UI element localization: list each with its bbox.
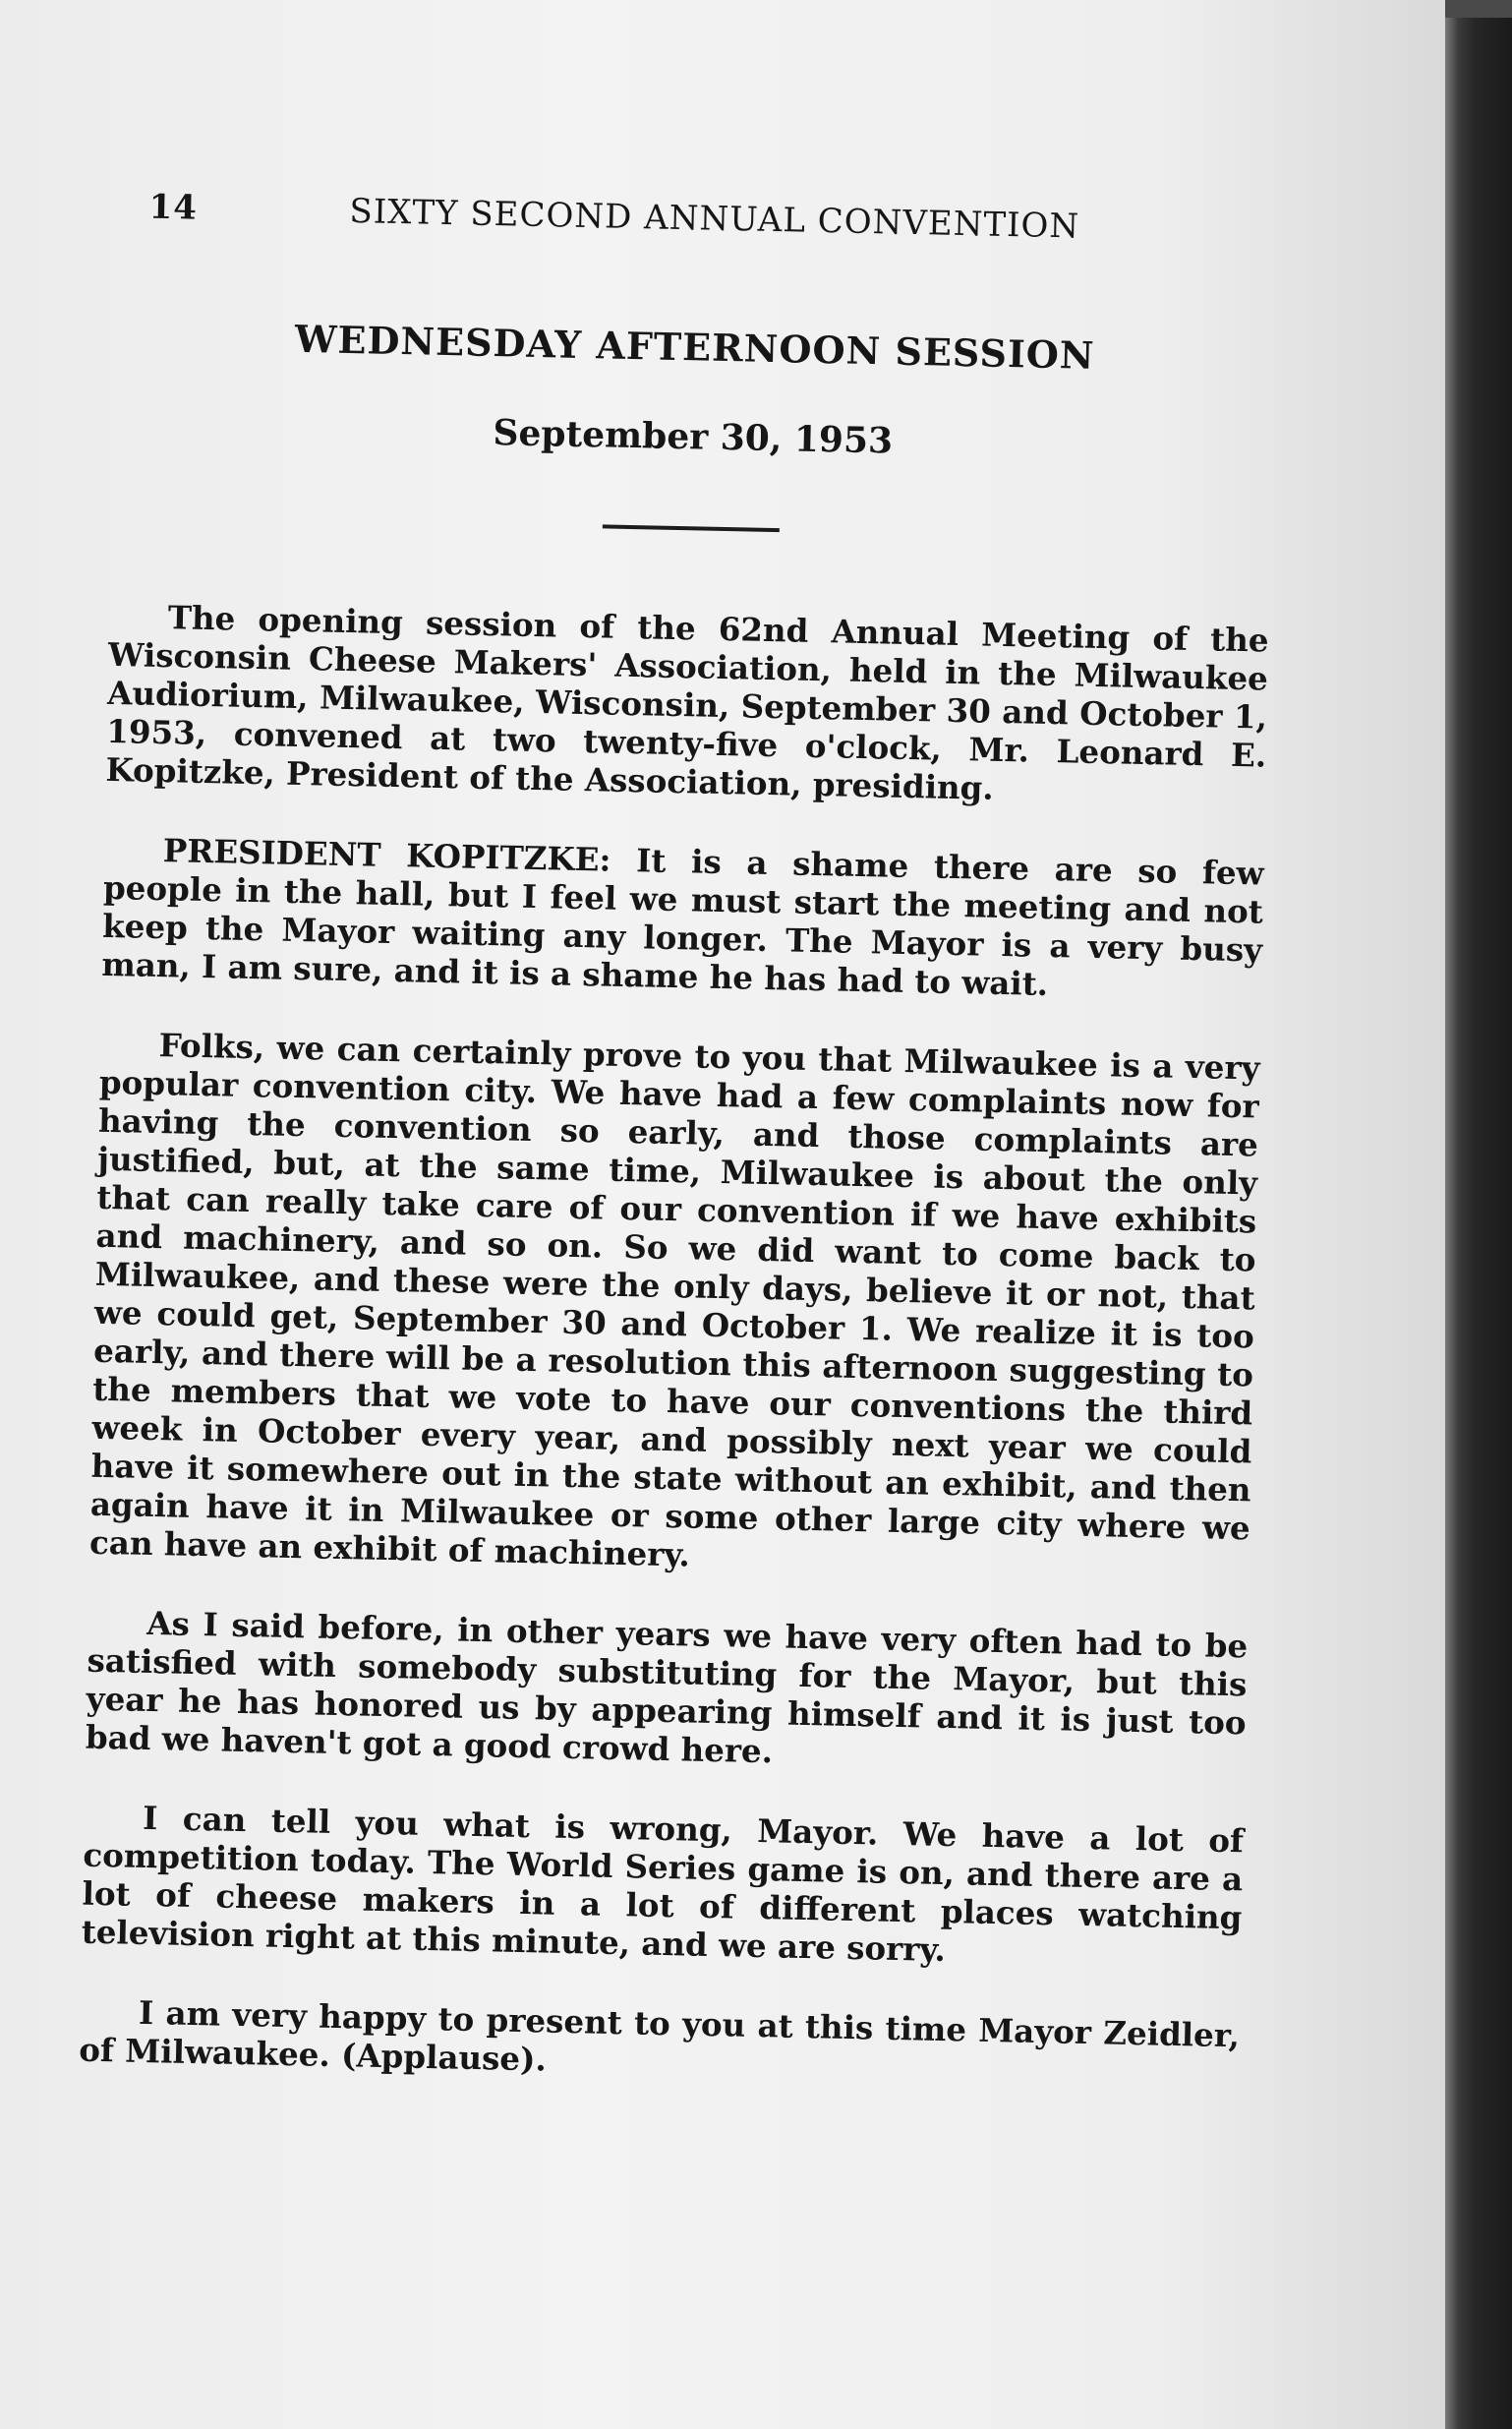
running-head (117, 187, 1278, 270)
running-title: SIXTY SECOND ANNUAL CONVENTION (349, 191, 1080, 247)
paragraph-convention-city: Folks, we can certainly prove to you that Milwaukee is a very popular convention city. We have had a few complaints now for having the convention so early, and those complaints are justified, but, at the same time, Milwaukee is about the only that can really take care of our convention if we have exhibits and machinery, and so on. So we did want to come back to Milwaukee, and these were the only days, believe it or not, that we could get, September 30 and October 1. We realize it is too early, and there will be a resolution this afternoon suggesting to the members that we vote to have our conventions the third week in October every year, and possibly next year we could have it somewhere out in the state without an exhibit, and then again have it in Milwaukee or some other large city where we can have an exhibit of machinery. (88, 1026, 1260, 1574)
book-spine-top (1445, 0, 1512, 18)
paragraph-mayor-honored: As I said before, in other years we have very often had to be satisfied with somebody substituting for the Mayor, but this year he has honored us by appearing himself and it is just too bad we haven't got a good crowd here. (85, 1603, 1249, 1771)
page-content (78, 187, 1278, 2134)
body-text (79, 597, 1269, 2093)
paragraph-introduce-mayor: I am very happy to present to you at this time Mayor Zeidler, of Milwaukee. (Applause). (78, 1992, 1241, 2079)
paragraph-president-remarks: PRESIDENT KOPITZKE: It is a shame there are so few people in the hall, but I feel we must start the meeting and not keep the Mayor waiting any longer. The Mayor is a very busy man, I am sure, and it is a shame he has had to wait. (101, 831, 1265, 1003)
section-divider (603, 524, 780, 532)
paragraph-world-series: I can tell you what is wrong, Mayor. We have a lot of competition today. The World Series game is on, and there are a lot of cheese makers in a lot of different places watching television right at this minute, and we are sorry. (81, 1798, 1245, 1970)
session-date: September 30, 1953 (493, 412, 894, 462)
page-number: 14 (148, 187, 199, 228)
session-title: WEDNESDAY AFTERNOON SESSION (294, 316, 1096, 378)
paragraph-opening: The opening session of the 62nd Annual Meeting of the Wisconsin Cheese Makers' Association, held in the Milwaukee Audiorium, Milwaukee, Wisconsin, September 30 and October 1, 1953, convened at two twenty-five o'clock, Mr. Leonard E. Kopitzke, President of the Association, presiding. (105, 598, 1270, 807)
book-spine-edge (1445, 0, 1512, 2429)
